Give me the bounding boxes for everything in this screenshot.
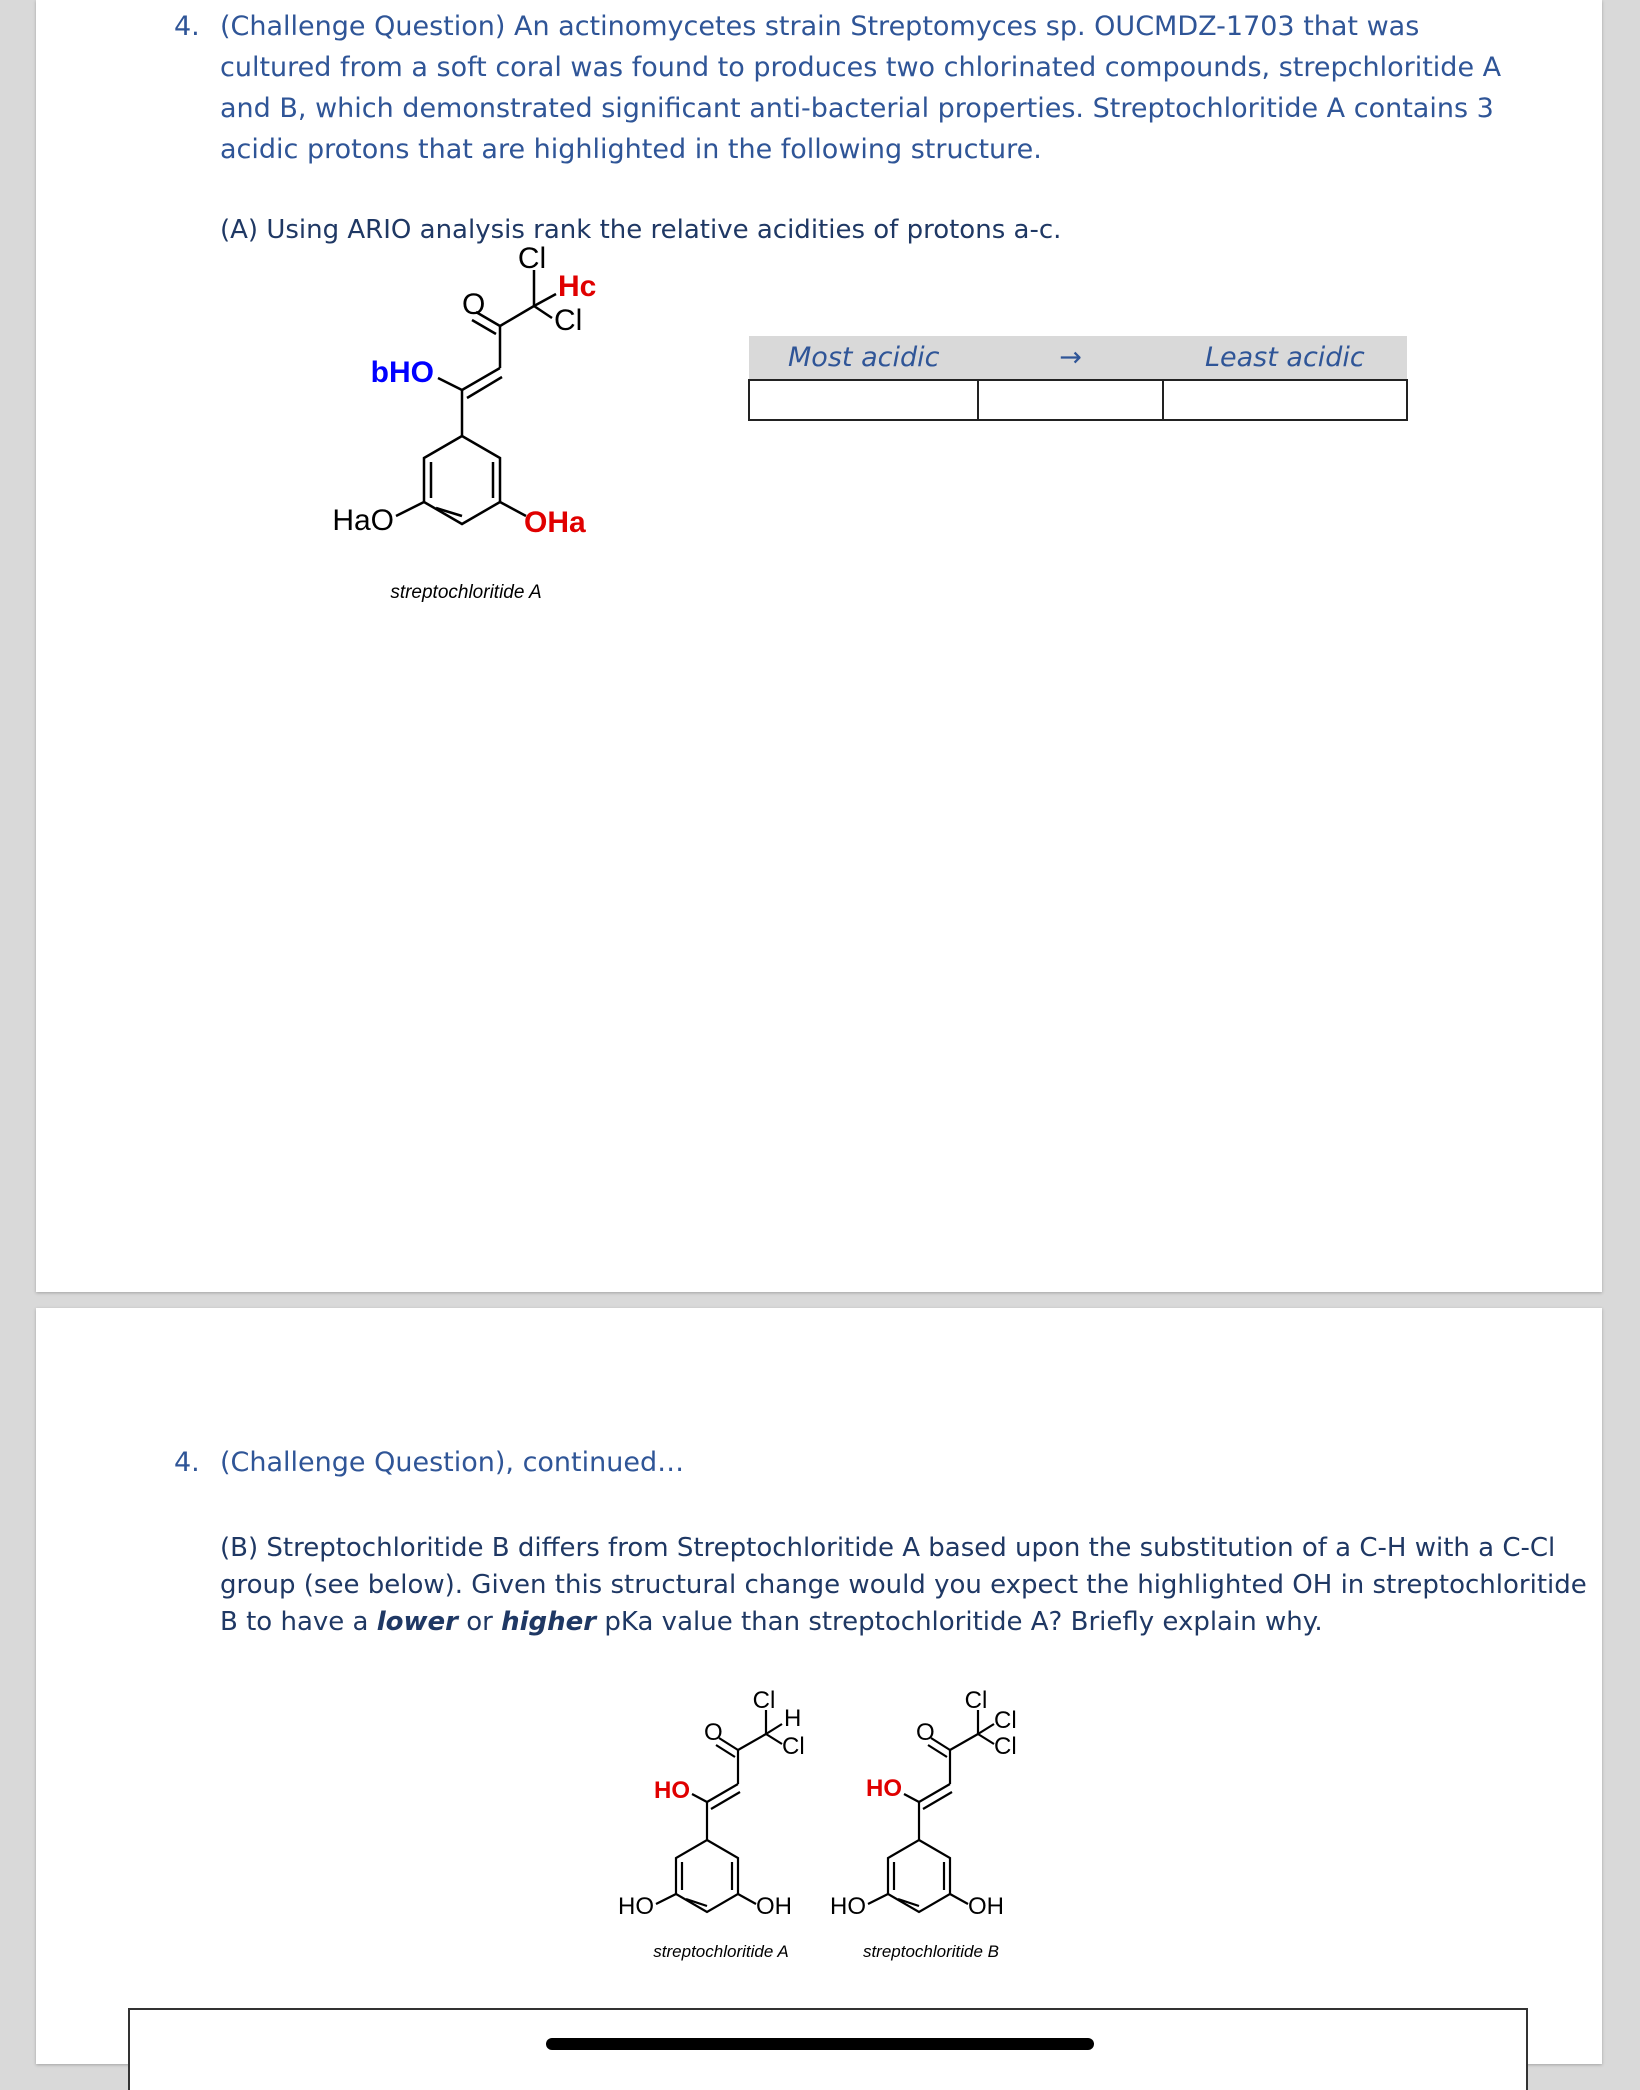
h-label: H <box>784 1705 802 1732</box>
rank-cell-1[interactable] <box>749 380 978 420</box>
molecule-caption-a: streptochloritide A <box>653 1942 789 1961</box>
part-b-text: B to have a <box>220 1607 377 1637</box>
question-4-intro <box>36 6 1602 176</box>
cl-top-label: Cl <box>752 1687 776 1714</box>
bho-label: bHO <box>370 356 434 389</box>
emphasis-higher: higher <box>501 1607 597 1637</box>
question-line: acidic protons that are highlighted in the following structure. <box>220 134 1042 165</box>
hao-label <box>332 504 394 537</box>
molecule-streptochloritide-a <box>316 240 636 570</box>
question-heading: (Challenge Question), continued… <box>220 1447 685 1478</box>
table-row <box>749 380 1407 420</box>
oh-right-label: OH <box>968 1893 1004 1920</box>
cl-right-label: Cl <box>554 304 583 337</box>
part-b-text: or <box>457 1607 502 1637</box>
question-line: cultured from a soft coral was found to produces two chlorinated compounds, strepchloritide A <box>220 52 1502 83</box>
rank-cell-2[interactable] <box>978 380 1162 420</box>
oh-right-label: OH <box>756 1893 792 1920</box>
molecule-streptochloritide-a-small <box>606 1678 836 1938</box>
cl-top-label: Cl <box>517 242 547 275</box>
header-most-acidic: Most acidic <box>749 336 978 380</box>
cl-mid-label: Cl <box>994 1707 1017 1734</box>
question-line: (Challenge Question) An actinomycetes strain Streptomyces sp. OUCMDZ-1703 that was <box>220 11 1420 42</box>
structure-drawing <box>606 1678 836 1938</box>
oha-label: OHa <box>524 506 586 539</box>
part-b-line <box>220 1604 1580 1641</box>
ho-highlight-label: HO <box>866 1775 902 1802</box>
structure-drawing <box>316 240 636 570</box>
cl-right-label: Cl <box>782 1733 805 1760</box>
page-1 <box>36 0 1602 1292</box>
part-a-prompt: (A) Using ARIO analysis rank the relative acidities of protons a-c. <box>220 215 1062 245</box>
page-2 <box>36 1308 1602 2064</box>
part-b-prompt <box>220 1530 1587 1641</box>
ho-highlight-label: HO <box>654 1777 690 1804</box>
molecule-streptochloritide-b <box>818 1678 1048 1938</box>
header-arrow: → <box>978 336 1162 380</box>
carbonyl-o-label: O <box>704 1719 723 1746</box>
question-number: 4. <box>174 1447 200 1478</box>
ho-left-label: HO <box>830 1893 866 1920</box>
ho-left-label: HO <box>618 1893 654 1920</box>
structure-drawing <box>818 1678 1048 1938</box>
question-4-continued <box>36 1442 1602 1486</box>
cl-top-label: Cl <box>964 1687 988 1714</box>
acidity-ranking-table <box>748 336 1408 421</box>
home-indicator-bar[interactable] <box>546 2038 1094 2050</box>
table-header-row <box>749 336 1407 380</box>
molecule-caption: streptochloritide A <box>390 582 542 603</box>
part-b-line: group (see below). Given this structural change would you expect the highlighted OH in streptochloritide <box>220 1570 1587 1600</box>
rank-cell-3[interactable] <box>1163 380 1407 420</box>
carbonyl-o-label: O <box>916 1719 935 1746</box>
question-line: and B, which demonstrated significant anti-bacterial properties. Streptochloritide A contains 3 <box>220 93 1494 124</box>
part-b-line: (B) Streptochloritide B differs from Streptochloritide A based upon the substitution of a C-H with a C-Cl <box>220 1533 1556 1563</box>
part-b-text: pKa value than streptochloritide A? Briefly explain why. <box>596 1607 1323 1637</box>
hc-label: Hc <box>558 270 597 303</box>
molecule-caption-b: streptochloritide B <box>862 1942 1000 1961</box>
cl-right-label: Cl <box>994 1733 1017 1760</box>
hao-text: HaO <box>332 504 394 537</box>
carbonyl-o-label: O <box>462 288 486 321</box>
emphasis-lower: lower <box>376 1607 458 1637</box>
header-least-acidic: Least acidic <box>1163 336 1407 380</box>
question-body <box>220 6 1580 170</box>
question-number: 4. <box>174 11 200 42</box>
